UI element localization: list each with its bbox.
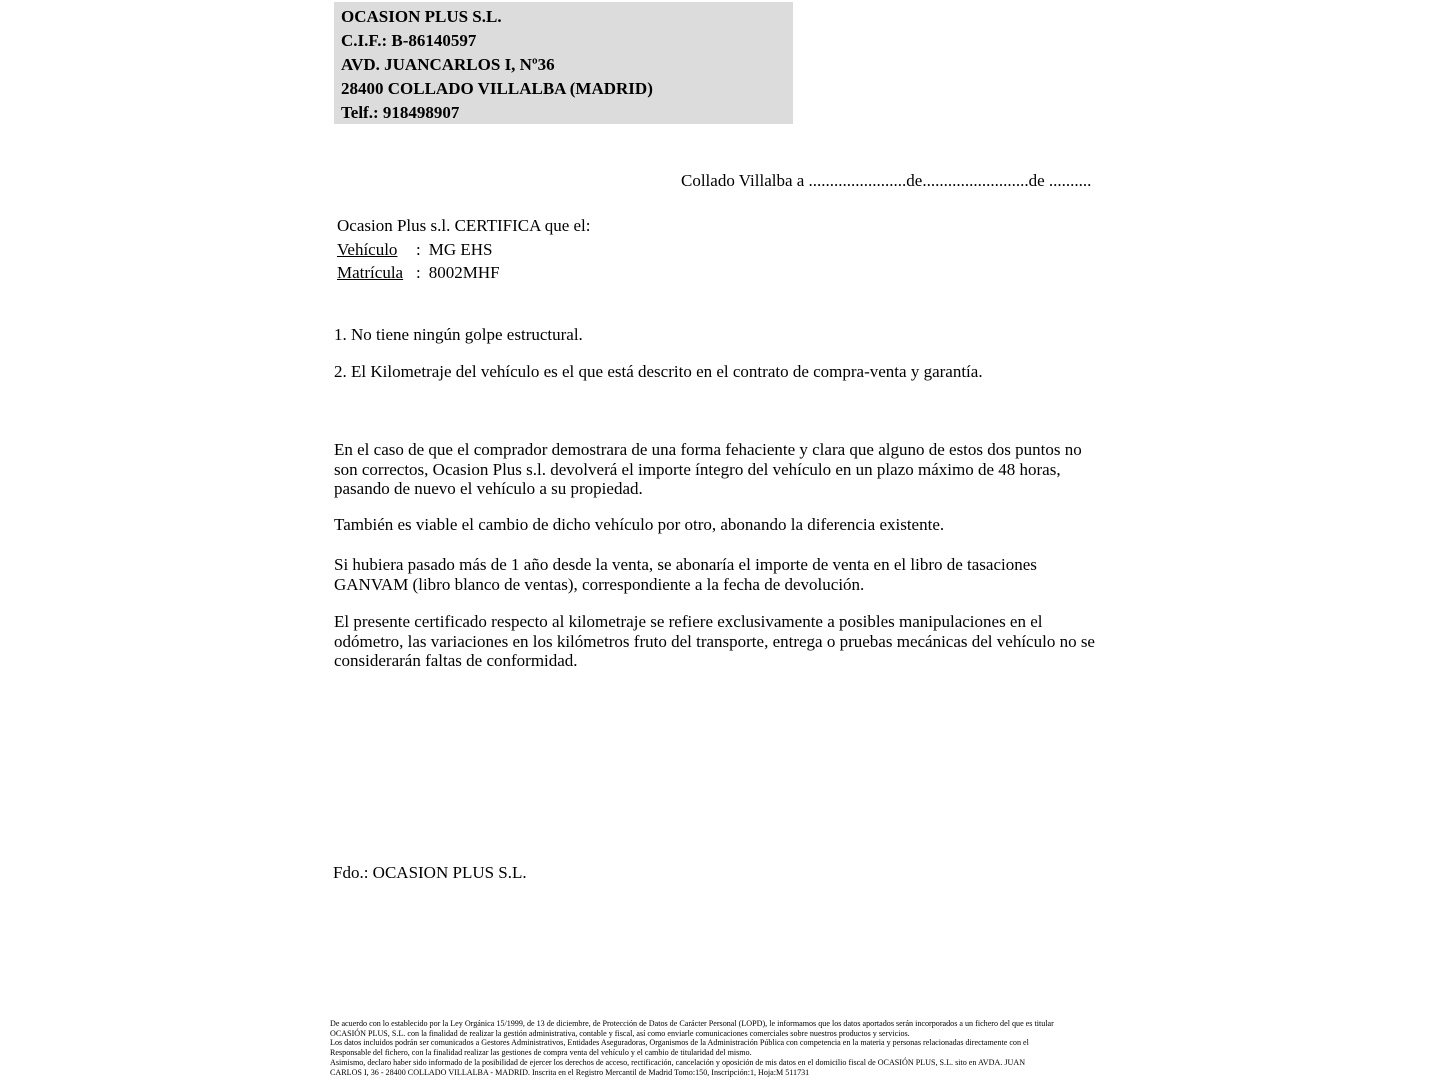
paragraph-exchange-option: También es viable el cambio de dicho vehículo por otro, abonando la diferencia existente. (334, 515, 945, 534)
plate-colon: : (416, 263, 421, 282)
date-line: Collado Villalba a .......................de.........................de .......... (681, 171, 1092, 190)
legal-footer-line: CARLOS I, 36 - 28400 COLLADO VILLALBA - MADRID. Inscrita en el Registro Mercantil de Madrid Tomo:150, Inscripción:1, Hoja:M 511731 (330, 1067, 810, 1077)
legal-footer-line: Responsable del fichero, con la finalidad realizar las gestiones de compra venta del vehículo y el cambio de titularidad del mismo. (330, 1048, 752, 1058)
vehicle-label: Vehículo (337, 239, 398, 259)
company-address: AVD. JUANCARLOS I, Nº36 (341, 55, 555, 74)
legal-footer-line: De acuerdo con lo establecido por la Ley Orgánica 15/1999, de 13 de diciembre, de Protección de Datos de Carácter Personal (LOPD), le informamos que los datos aportados serán incorporados a un fichero del que es titular (330, 1019, 1054, 1028)
certification-intro: Ocasion Plus s.l. CERTIFICA que el: (337, 216, 591, 235)
paragraph-ganvam: Si hubiera pasado más de 1 año desde la venta, se abonaría el importe de venta en el libro de tasaciones GANVAM (libro blanco de ventas), correspondiente a la fecha de devolución. (334, 555, 1037, 594)
paragraph-refund-policy: En el caso de que el comprador demostrara de una forma fehaciente y clara que alguno de estos dos puntos no son correctos, Ocasion Plus s.l. devolverá el importe íntegro del vehículo en un plazo máximo de 48 horas, pasando de nuevo el vehículo a su propiedad. (334, 440, 1082, 498)
vehicle-value: MG EHS (428, 239, 493, 259)
plate-value: 8002MHF (428, 263, 500, 282)
certification-block (337, 214, 591, 285)
legal-footer-line: Los datos incluidos podrán ser comunicados a Gestores Administrativos, Entidades Aseguradoras, Organismos de la Administración Pública con competencia en la materia y personas relacionadas directamente con el (330, 1038, 1029, 1048)
company-header-box (334, 2, 793, 124)
point-mileage: 2. El Kilometraje del vehículo es el que está descrito en el contrato de compra-venta y garantía. (334, 362, 983, 381)
company-cif: C.I.F.: B-86140597 (341, 31, 477, 50)
vehicle-row (337, 238, 591, 262)
signature-line: Fdo.: OCASION PLUS S.L. (333, 863, 527, 882)
vehicle-colon: : (416, 239, 421, 259)
plate-row (337, 261, 591, 285)
company-name: OCASION PLUS S.L. (341, 7, 502, 26)
company-city: 28400 COLLADO VILLALBA (MADRID) (341, 79, 653, 98)
legal-footer (330, 1019, 1054, 1077)
paragraph-odometer-disclaimer: El presente certificado respecto al kilometraje se refiere exclusivamente a posibles manipulaciones en el odómetro, las variaciones en los kilómetros fruto del transporte, entrega o pruebas mecánicas del vehículo no se considerarán faltas de conformidad. (334, 612, 1095, 670)
plate-label: Matrícula (337, 263, 404, 282)
legal-footer-line: OCASIÓN PLUS, S.L. con la finalidad de realizar la gestión administrativa, contable y fiscal, así como enviarle comunicaciones comerciales sobre nuestros productos y servicios. (330, 1028, 910, 1038)
legal-footer-line: Asimismo, declaro haber sido informado de la posibilidad de ejercer los derechos de acceso, rectificación, cancelación y oposición de mis datos en el domicilio fiscal de OCASIÓN PLUS, S.L. sito en AVDA. JUAN (330, 1057, 1026, 1067)
point-no-structural-damage: 1. No tiene ningún golpe estructural. (334, 325, 583, 344)
company-phone: Telf.: 918498907 (341, 103, 460, 122)
